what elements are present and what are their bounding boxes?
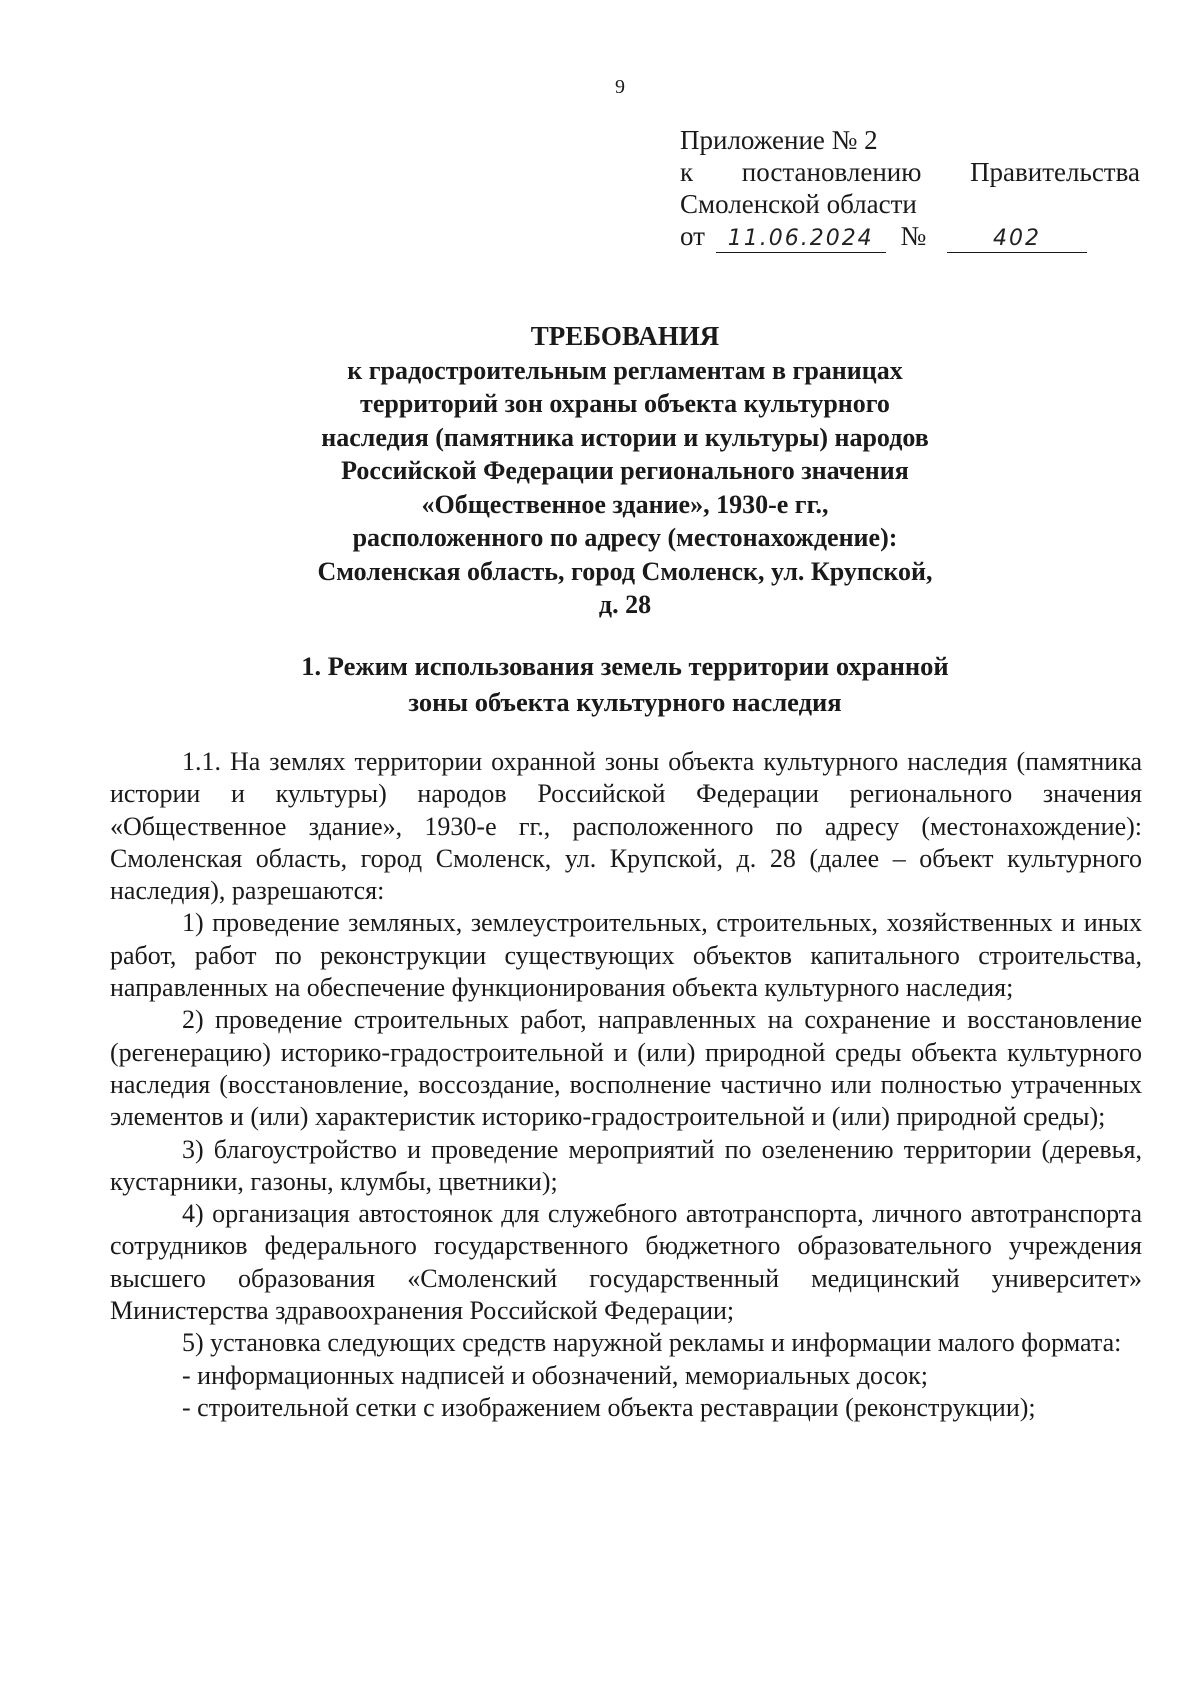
dash-item-1: - информационных надписей и обозначений, мемориальных досок;	[182, 1360, 929, 1390]
title-line: расположенного по адресу (местонахождение):	[352, 523, 898, 552]
date-prefix: от	[680, 221, 705, 251]
section-heading-line: 1. Режим использования земель территории охранной	[301, 651, 949, 681]
appendix-word-k: к	[680, 157, 694, 187]
list-item-2: 2) проведение строительных работ, направленных на сохранение и восстановление (регенерацию) историко-градостроительной и (или) природной среды объекта культурного наследия (восстановление, воссоздание, восполнение частично или полностью утраченных элементов и (или) характеристик историко-градостроительной и (или) природной среды);	[110, 1005, 1142, 1132]
document-title-block	[110, 320, 1140, 622]
dash-item-2: - строительной сетки с изображением объекта реставрации (реконструкции);	[182, 1392, 1036, 1422]
section-heading-line: зоны объекта культурного наследия	[408, 687, 842, 717]
title-line: «Общественное здание», 1930-е гг.,	[421, 489, 829, 519]
paragraph-1-1: 1.1. На землях территории охранной зоны объекта культурного наследия (памятника истории и культуры) народов Российской Федерации регионального значения «Общественное здание», 1930-е гг., расположенного по адресу (местонахождение): Смоленская область, город Смоленск, ул. Крупской, д. 28 (далее – объект культурного наследия), разрешаются:	[110, 747, 1142, 906]
appendix-word-government: Правительства	[970, 157, 1140, 187]
appendix-resolution-line	[680, 156, 1140, 188]
handwritten-date: 11.06.2024	[716, 226, 886, 253]
title-line: наследия (памятника истории и культуры) народов	[321, 422, 929, 452]
appendix-title: Приложение № 2	[680, 125, 878, 155]
title-line: д. 28	[598, 590, 652, 619]
title-line: Российской Федерации регионального значения	[341, 456, 909, 485]
title-line: Смоленская область, город Смоленск, ул. Крупской,	[317, 556, 933, 586]
appendix-word-resolution: постановлению	[741, 157, 922, 187]
list-item-5: 5) установка следующих средств наружной рекламы и информации малого формата:	[182, 1328, 1122, 1358]
number-sign: №	[900, 221, 927, 251]
appendix-block	[680, 124, 1140, 253]
document-body	[110, 746, 1142, 1424]
title-line: к градостроительным регламентам в границах	[347, 355, 903, 385]
list-item-4: 4) организация автостоянок для служебного автотранспорта, личного автотранспорта сотрудников федерального государственного бюджетного образовательного учреждения высшего образования «Смоленский государственный медицинский университет» Министерства здравоохранения Российской Федерации;	[110, 1199, 1142, 1326]
appendix-region: Смоленской области	[680, 189, 917, 219]
appendix-date-number-line	[680, 220, 1140, 253]
title-line: территорий зон охраны объекта культурного	[360, 389, 890, 418]
handwritten-number: 402	[947, 226, 1087, 253]
list-item-1: 1) проведение земляных, землеустроительных, строительных, хозяйственных и иных работ, работ по реконструкции существующих объектов капитального строительства, направленных на обеспечение функционирования объекта культурного наследия;	[110, 908, 1142, 1003]
document-main-title: ТРЕБОВАНИЯ	[530, 321, 720, 351]
section-1-heading	[110, 648, 1140, 720]
page-number: 9	[615, 76, 625, 98]
list-item-3: 3) благоустройство и проведение мероприятий по озеленению территории (деревья, кустарники, газоны, клумбы, цветники);	[110, 1134, 1142, 1196]
